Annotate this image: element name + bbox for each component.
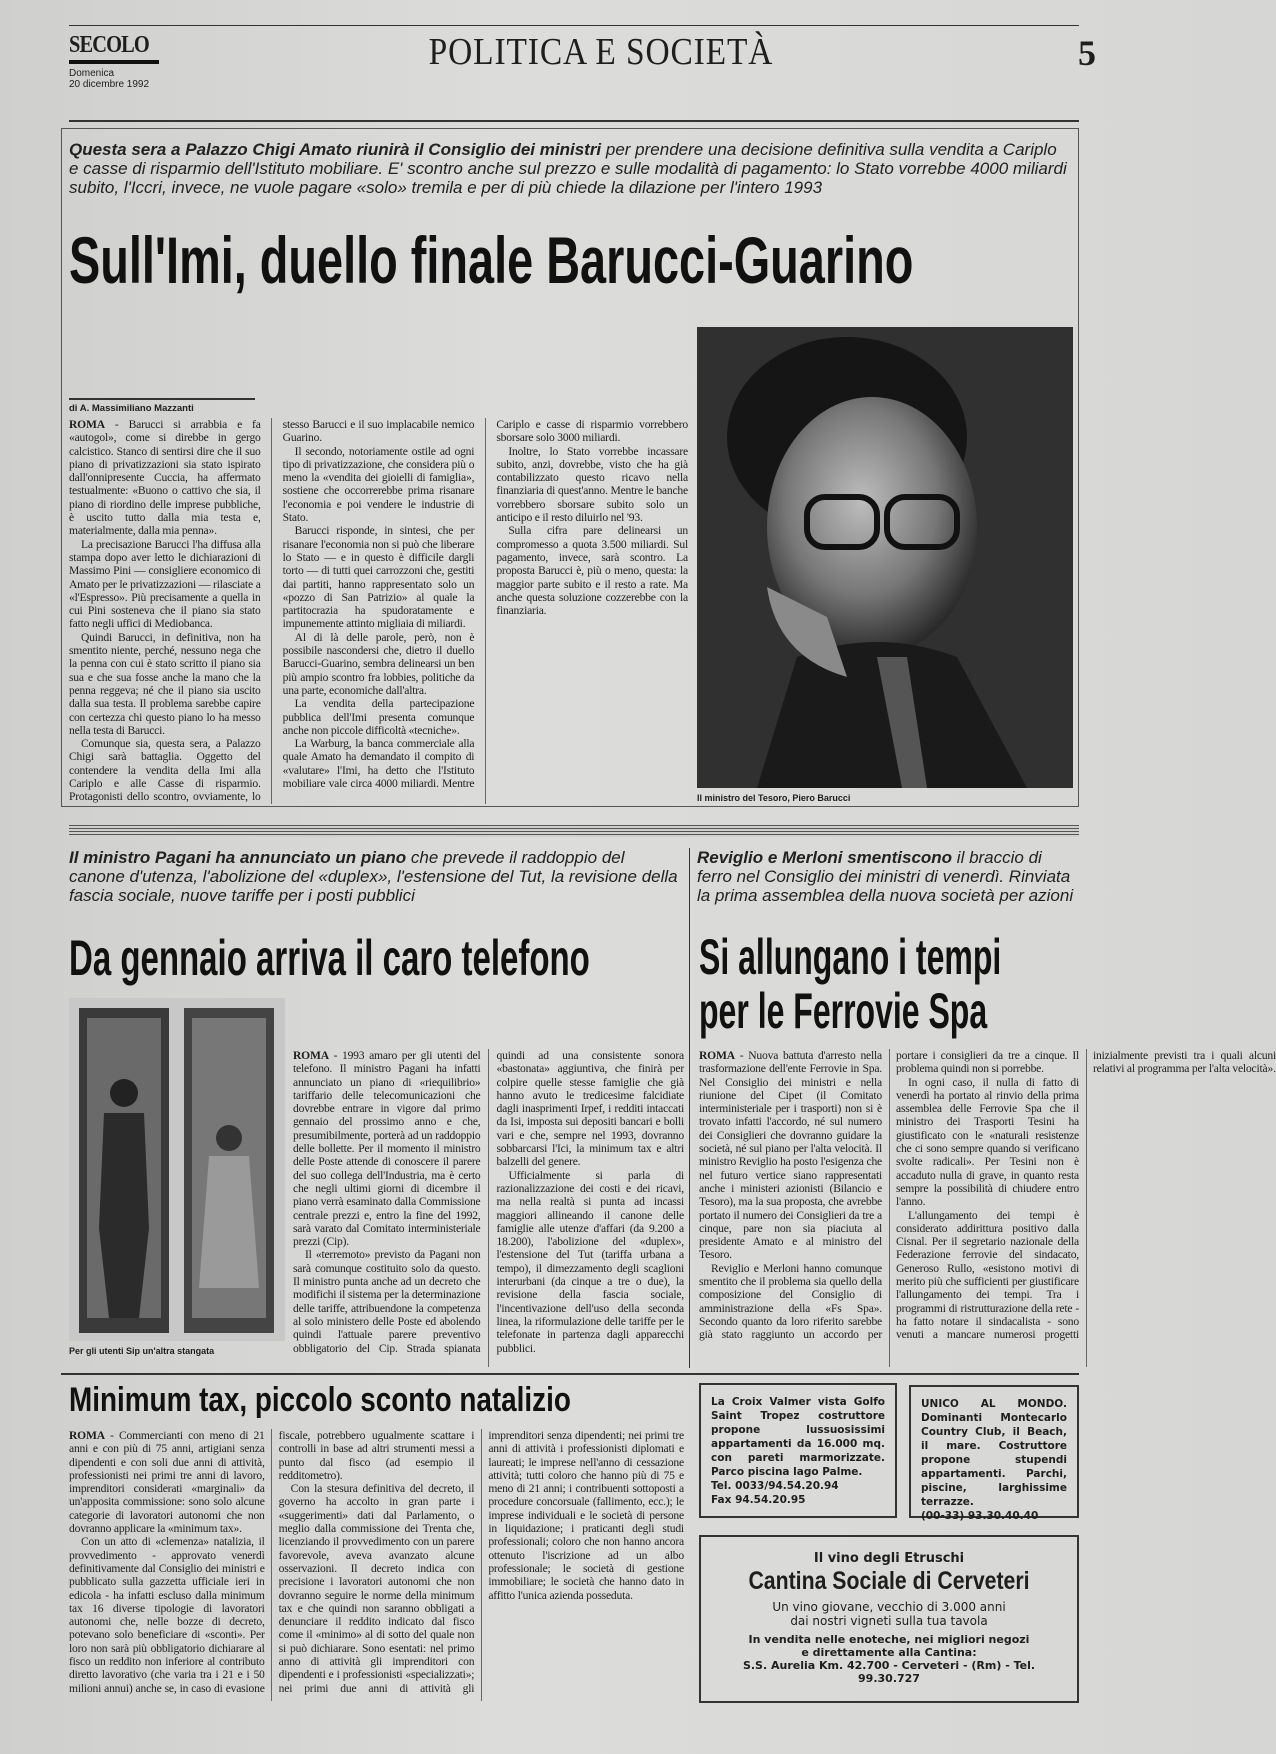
rail-headline bbox=[699, 930, 1001, 1038]
paragraph-text: Con la stesura definitiva del decreto, il governo ha accolto in gran parte i «suggerimenti» dati dal Parlamento, o meglio dalla commissione dei Trenta che, licenziando il provvedimento con un parere favorevole, aveva avanzato alcune osservazioni. Il decreto indica con precisione i lavoratori autonomi che non dovranno seguire le norme della minimum tax e che quindi non saranno obbligati a denunciare il reddito indicato dal fisco come il «minimo» al di sotto del quale non si può dichiarare. Sono esentati: nel primo anno di attività gli imprenditori con dipendenti e i professionisti «specializzati»; nei primi due anni di attività gli imprenditori senza dipendenti; nei primi tre anni di attività i professionisti diplomati e laureati; le imprese nell'anno di cessazione attività; tutti coloro che hanno più di 75 e meno di 21 anni; i contribuenti sottoposti a procedure concorsuale (fallimento, ecc.); le imprese individuali e le società di persone in liquidazione; i praticanti degli studi professionali; coloro che non hanno ancora ottenuto l'iscrizione ad un albo professionale; le società di gestione immobiliare; le società che hanno dato in affitto l'unica azienda posseduta. bbox=[278, 1429, 684, 1695]
portrait-image bbox=[697, 327, 1073, 788]
paragraph-text: - 1993 amaro per gli utenti del telefono. Il ministro Pagani ha infatti annunciato un piano di «riequilibrio» tariffario delle telecomunicazioni che dovrebbe entrare in vigore dal primo gennaio del prossimo anno e che, presumibilmente, porterà ad un raddoppio delle bollette. Per il momento il ministro delle Poste attende di conoscere il parere del suo collega dell'Industria, ma è certo che negli ultimi giorni di dicembre il piano verrà esaminato dalla Commissione centrale prezzi e, entro la fine del 1992, sarà varato dal Comitato interministeriale prezzi (Cip). bbox=[293, 1049, 481, 1249]
phone-booth-image bbox=[69, 998, 285, 1341]
article-paragraph bbox=[283, 697, 475, 737]
paragraph-text: Inoltre, lo Stato vorrebbe incassare subito, anzi, dovrebbe, visto che ha già contabilizzato questo ricavo nella finanziaria di quest'anno. Mentre le banche vorrebbero sborsare subito solo un anticipo e il resto diluirlo nel '93. bbox=[496, 444, 688, 525]
ad-cantina-tagline: Il vino degli Etruschi bbox=[813, 1551, 965, 1566]
top-rule bbox=[69, 25, 1079, 26]
article-paragraph bbox=[69, 1429, 265, 1535]
paragraph-text: L'allungamento dei tempi è considerato addirittura positivo dalla Cisnal. Per il segretario nazionale della Federazione ferrovie del sindacato, Generoso Rullo, «esistono motivi di merito più che sufficienti per giustificare l'allungamento dei tempi. Tra i programmi di ristrutturazione della rete - ha fatto notare il sindacalista - sono venuti a mancare numerosi progetti inizialmente previsti tra i quali alcuni relativi al programma per l'alta velocità». bbox=[896, 1049, 1276, 1342]
header-rule bbox=[69, 120, 1079, 122]
rail-headline-line1: Si allungano i tempi bbox=[699, 929, 1002, 985]
page-number: 5 bbox=[1078, 33, 1096, 73]
ad-cantina-name: Cantina Sociale di Cerveteri bbox=[748, 1567, 1030, 1595]
ad-croix-valmer bbox=[699, 1383, 897, 1518]
ad-unico-tel: (00-33) 93.30.40.40 bbox=[921, 1510, 1039, 1522]
lower-rule bbox=[61, 1373, 1079, 1375]
lead-kicker-text: per prendere una decisione definitiva sulla vendita a Cariplo e casse di risparmio dell'Istituto mobiliare. E' scontro anche sul prezzo e sulle modalità di pagamento: lo Stato vorrebbe 4000 miliardi subito, l'Iccri, invece, ne vuole pagare «solo» tremila e per di più chiede la dilazione per l'intero 1993 bbox=[69, 140, 1067, 197]
paragraph-text: Ufficialmente si parla di razionalizzazione dei costi e dei ricavi, ma nella realtà si punta ad incassi maggiori allineando il canone delle famiglie alle utenze d'affari (da 9.200 a 18.200), l'abolizione del «duplex», l'estensione del Tut (tariffa urbana a tempo), il dimezzamento degli scaglioni interurbani (da cinque a tre o due), la revisione della fascia sociale, l'incentivazione dell'uso della seconda linea, la riformulazione delle tariffe per le telefonate in partenza dagli apparecchi pubblici. bbox=[496, 1168, 684, 1355]
rail-kicker-bold: Reviglio e Merloni smentiscono bbox=[697, 848, 953, 867]
article-paragraph bbox=[293, 1049, 481, 1248]
phone-article-body bbox=[293, 1049, 684, 1367]
issue-date-text: 20 dicembre 1992 bbox=[69, 79, 150, 90]
paragraph-text: Il «terremoto» previsto da Pagani non sarà comunque costituito solo da questo. Il ministro punta anche ad un decreto che modifichi il sistema per la determinazione delle tariffe, attribuendone la competenza al solo ministero delle Poste ed abolendo quindi l'attuale parere preventivo obbligatorio del Cip. Strada spianata quindi ad una consistente sonora «bastonata» aggiuntiva, che finirà per colpire quelle stesse famiglie che già hanno avuto le tredicesime falcidiate dagli inasprimenti Irpef, i redditi intaccati da Isi, imposta sui depositi bancari e bolli vari e che, sempre nel 1993, dovranno sobbarcarsi l'Ici, la minimum tax e altri balzelli del genere. bbox=[293, 1049, 684, 1355]
phone-headline: Da gennaio arriva il caro telefono bbox=[69, 930, 590, 986]
lead-headline: Sull'Imi, duello finale Barucci-Guarino bbox=[69, 223, 914, 297]
phone-kicker bbox=[69, 848, 679, 905]
paragraph-text: - Barucci si arrabbia e fa «autogol», come si direbbe in gergo calcistico. Stanco di sentirsi dire che il suo piano di privatizzazioni sia stato ispirato dall'onnipresente Cuccia, ha affermato testualmente: «Buono o cattivo che sia, il piano di riordino delle imprese pubbliche, è uscito tutto dalla mia testa e, materialmente, dalla mia penna». bbox=[69, 418, 261, 538]
barucci-photo bbox=[697, 327, 1073, 788]
tax-headline: Minimum tax, piccolo sconto natalizio bbox=[69, 1381, 571, 1419]
ad-cantina-slogan-1: Un vino giovane, vecchio di 3.000 anni bbox=[772, 1600, 1006, 1614]
article-paragraph bbox=[496, 524, 688, 617]
ad-cantina-cerveteri bbox=[699, 1535, 1079, 1703]
paragraph-text: - Commercianti con meno di 21 anni e con più di 75 anni, artigiani senza dipendenti e con soli due anni di attività, professionisti nei primi tre anni di lavoro, imprenditori considerati «marginali» da un'apposita commissione: sono solo alcune categorie di lavoratori autonomi che non dovranno applicare la «minimum tax». bbox=[69, 1429, 265, 1536]
article-paragraph bbox=[896, 1076, 1079, 1209]
ad-cantina-sales-1: In vendita nelle enoteche, nei migliori negozi bbox=[748, 1633, 1030, 1646]
paragraph-text: - Nuova battuta d'arresto nella trasformazione dell'ente Ferrovie in Spa. Nel Consiglio dei ministri e nella riunione del Cipet (il Comitato interministeriale per i trasporti) non si è trovato infatti l'accordo, né sul numero dei Consiglieri che dovranno guidare la società, né sul piano per l'alta velocità. Il ministro Reviglio ha posto l'esigenza che nel futuro vertice siano rappresentati anche i ministeri azionisti (Bilancio e Tesoro), ma la sua proposta, che avrebbe portato il numero dei Consiglieri da tre a cinque, pare non sia piaciuta al presidente Amato e al ministro del Tesoro. bbox=[699, 1049, 882, 1262]
section-divider bbox=[69, 825, 1079, 837]
article-paragraph bbox=[699, 1049, 882, 1262]
article-paragraph bbox=[69, 418, 261, 538]
article-paragraph bbox=[283, 445, 475, 525]
dateline: ROMA bbox=[699, 1049, 735, 1062]
ad-unico-lead: UNICO AL MONDO. bbox=[921, 1398, 1067, 1410]
lead-article-body bbox=[69, 418, 688, 804]
paragraph-text: Al di là delle parole, però, non è possibile nascondersi che, dietro il duello Barucci-Guarino, sembra delinearsi un ben più ampio scontro fra lobbies, politiche da una parte, economiche dall'altra. bbox=[282, 630, 475, 697]
issue-day: Domenica bbox=[69, 68, 115, 79]
article-paragraph bbox=[283, 631, 475, 697]
phone-booth-photo bbox=[69, 998, 285, 1341]
ad-cantina-address: S.S. Aurelia Km. 42.700 - Cerveteri - (Rm) - Tel. 99.30.727 bbox=[742, 1659, 1036, 1685]
paragraph-text: In ogni caso, il nulla di fatto di venerdì ha portato al rinvio della prima assemblea delle Ferrovie Spa che il ministro dei Trasporti Tesini ha giustificato con le «naturali resistenze che ci sono sempre quando si verificano svolte radicali». Per Tesini non è accaduto nulla di grave, in quanto resta sempre la possibilità di chiudere entro l'anno. bbox=[896, 1075, 1079, 1209]
phone-kicker-bold: Il ministro Pagani ha annunciato un piano bbox=[69, 848, 407, 867]
tax-article-body bbox=[69, 1429, 684, 1701]
rail-headline-line2: per le Ferrovie Spa bbox=[699, 983, 988, 1039]
rail-kicker-text: il braccio di ferro nel Consiglio dei ministri di venerdì. Rinviata la prima assemblea della nuova società per azioni bbox=[697, 848, 1074, 905]
article-paragraph bbox=[496, 445, 688, 525]
paragraph-text: Barucci risponde, in sintesi, che per risanare l'economia non si può che liberare lo Stato — e in questo è difficile dargli torto — di tutti quei carrozzoni che, gestiti dai partiti, hanno rappresentato solo un «pozzo di San Patrizio» al quale la partitocrazia ha spudoratamente e impunemente attinto migliaia di miliardi. bbox=[282, 524, 475, 631]
ad-unico-body: Dominanti Montecarlo Country Club, il Beach, il mare. Costruttore propone stupendi appartamenti. Parchi, piscine, larghissime terrazze. bbox=[921, 1412, 1067, 1508]
dateline: ROMA bbox=[69, 418, 105, 431]
paragraph-text: Il secondo, notoriamente ostile ad ogni tipo di privatizzazione, che considera più o meno la «vendita dei gioielli di famiglia», sostiene che occorrerebbe prima risanare l'economia e poi vendere le industrie di Stato. bbox=[282, 444, 475, 525]
article-paragraph bbox=[69, 538, 261, 631]
paragraph-text: Reviglio e Merloni hanno comunque smentito che il problema sia quello della composizione del Consiglio di amministrazione della «Fs Spa». Secondo quanto da loro riferito sarebbe già stato raggiunto un accordo per portare i consiglieri da tre a cinque. Il problema quindi non si porrebbe. bbox=[699, 1049, 1079, 1342]
lead-kicker bbox=[69, 140, 1069, 197]
section-title: POLITICA E SOCIETÀ bbox=[428, 31, 774, 73]
paragraph-text: La Warburg, la banca commerciale alla quale Amato ha demandato il compito di «valutare» l'Imi, ha detto che l'Istituto mobiliare vale circa 4000 miliardi. Mentre Cariplo e casse di risparmio vorrebbero sborsare solo 3000 miliardi. bbox=[282, 418, 688, 791]
dateline: ROMA bbox=[69, 1429, 105, 1442]
paragraph-text: Quindi Barucci, in definitiva, non ha smentito niente, perché, nessuno nega che la penna con cui è stato scritto il piano sia sua e che sua fosse anche la mano che la penna reggeva; né che il piano sia uscito dalla sua testa. Il problema sarebbe capire con certezza chi questo piano lo ha messo nella testa di Barucci. bbox=[69, 630, 261, 737]
dateline: ROMA bbox=[293, 1049, 329, 1062]
phone-kicker-text: che prevede il raddoppio del canone d'utenza, l'abolizione del «duplex», l'estensione del Tut, la revisione della fascia sociale, nuove tariffe per i posti pubblici bbox=[69, 848, 678, 905]
ad-cantina-slogan-2: dai nostri vigneti sulla tua tavola bbox=[790, 1614, 988, 1628]
ad-croix-tel: Tel. 0033/94.54.20.94 bbox=[711, 1480, 839, 1492]
ad-montecarlo bbox=[909, 1385, 1079, 1522]
article-paragraph bbox=[497, 1169, 685, 1355]
ad-croix-fax: Fax 94.54.20.95 bbox=[711, 1494, 806, 1506]
paragraph-text: Con un atto di «clemenza» natalizia, il provvedimento - approvato venerdì definitivamente dal Consiglio dei ministri e pubblicato sulla gazzetta ufficiale ieri in edicola - ha infatti escluso dalla minimum tax 16 diverse tipologie di lavoratori autonomi che, nelle bozze di decreto, potevano solo beneficiare di «sconti». Per loro non sarà più obbligatorio dichiarare al fisco un reddito non inferiore al contributo diretto lavorativo (che varia tra i 21 e i 50 milioni annui) anche se, in caso di evasione fiscale, potrebbero ugualmente scattare i controlli in base ad altri strumenti messi a punto dal fisco (ad esempio il redditometro). bbox=[69, 1429, 475, 1695]
article-paragraph bbox=[283, 524, 475, 630]
ad-cantina-sales-2: e direttamente alla Cantina: bbox=[801, 1646, 977, 1659]
paragraph-text: Comunque sia, questa sera, a Palazzo Chigi sarà battaglia. Oggetto del contendere la vendita della Imi alla Cariplo e alle Casse di risparmio. Protagonisti dello scontro, ovviamente, lo stesso Barucci e il suo implacabile nemico Guarino. bbox=[69, 418, 475, 804]
masthead-logo: SECOLO bbox=[69, 32, 149, 58]
ad-croix-body: La Croix Valmer vista Golfo Saint Tropez costruttore propone lussuosissimi appartamenti da 16.000 mq. con pareti marmorizzate. Parco piscina lago Palme. bbox=[711, 1396, 885, 1478]
paragraph-text: La vendita della partecipazione pubblica dell'Imi presenta comunque anche non piccole difficoltà «tecniche». bbox=[282, 697, 475, 737]
barucci-photo-caption: Il ministro del Tesoro, Piero Barucci bbox=[697, 793, 851, 803]
column-divider bbox=[689, 848, 690, 1368]
paragraph-text: La precisazione Barucci l'ha diffusa alla stampa dopo aver letto le dichiarazioni di Massimo Pini — consigliere economico di Amato per le privatizzazioni — rilasciate a «l'Espresso». Più precisamente a quella in cui Pini sosteneva che il piano sia stato fatto negli uffici di Mediobanca. bbox=[69, 537, 261, 631]
rail-kicker bbox=[697, 848, 1075, 905]
paragraph-text: Sulla cifra pare delinearsi un compromesso a quota 3.500 miliardi. Sul pagamento, invece, sarà scontro. La proposta Barucci è, più o meno, questa: la maggior parte subito e il resto a rate. Ma anche questa soluzione cozzerebbe con la finanziaria. bbox=[496, 524, 688, 618]
lead-kicker-bold: Questa sera a Palazzo Chigi Amato riunirà il Consiglio dei ministri bbox=[69, 140, 602, 159]
phone-photo-caption: Per gli utenti Sip un'altra stangata bbox=[69, 1346, 215, 1356]
rail-article-body bbox=[699, 1049, 1276, 1367]
lead-byline: di A. Massimiliano Mazzanti bbox=[69, 398, 255, 414]
article-paragraph bbox=[69, 631, 261, 737]
